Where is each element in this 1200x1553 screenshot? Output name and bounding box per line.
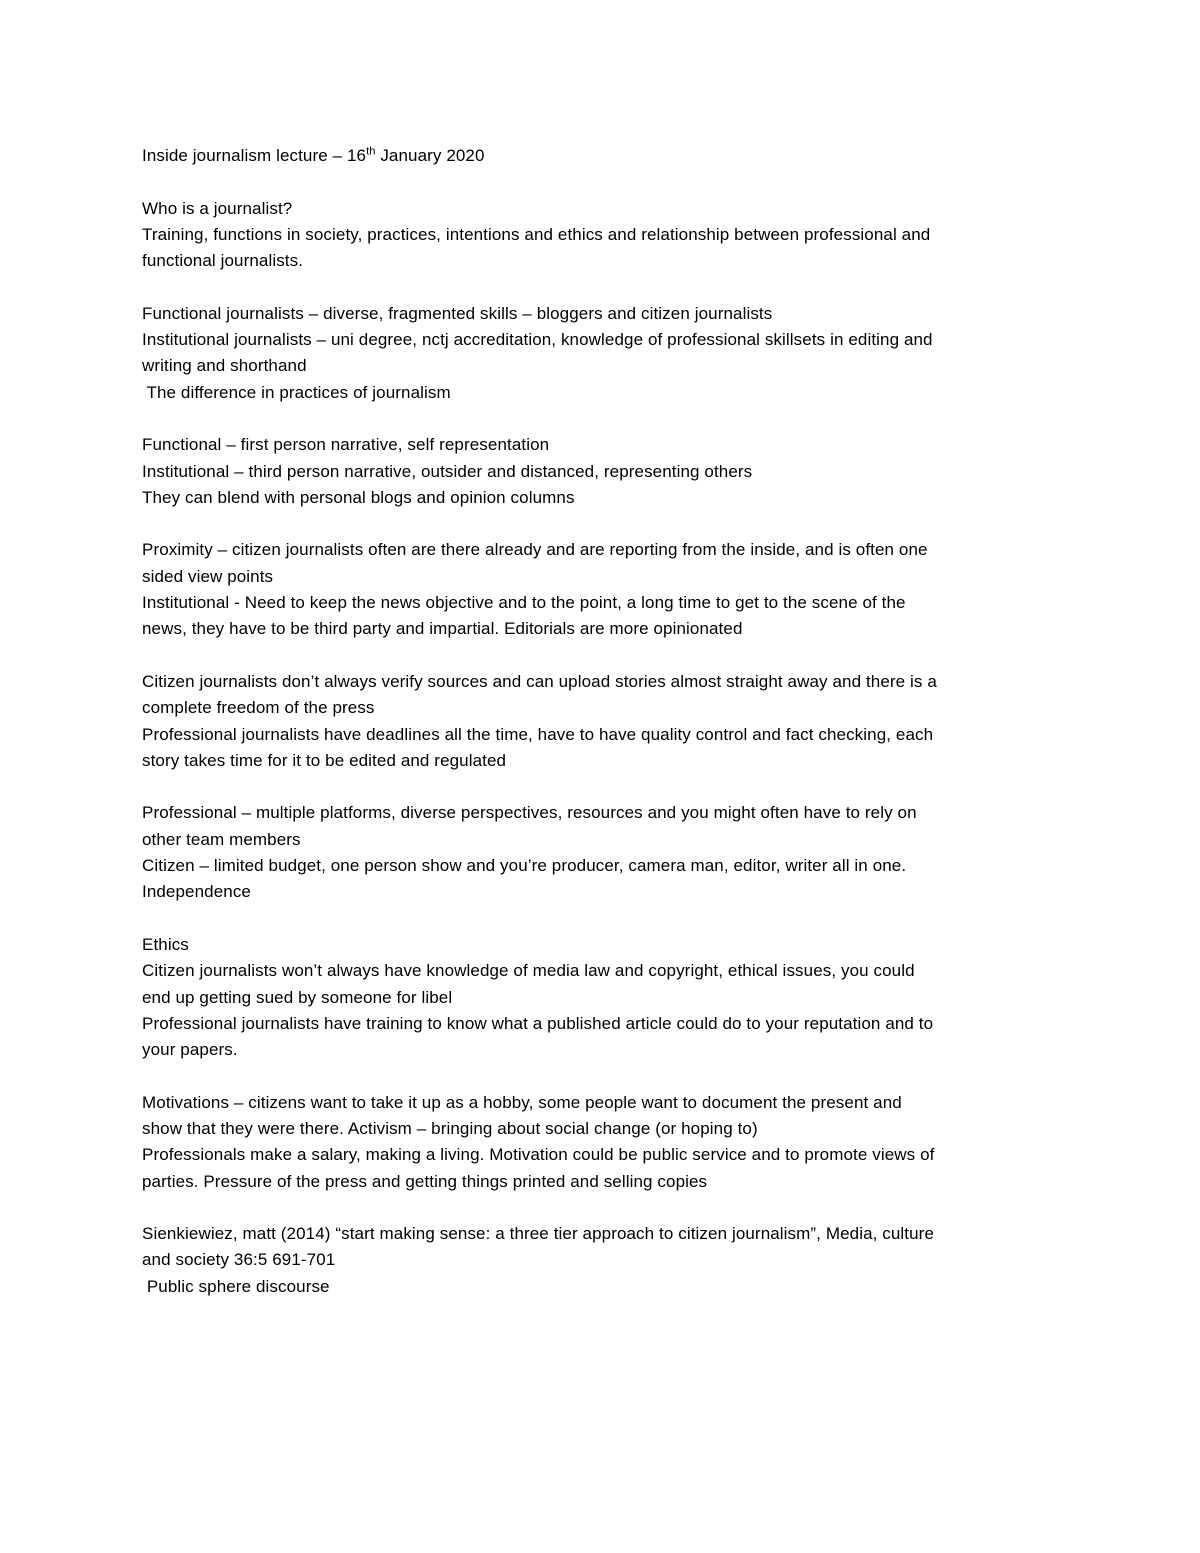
text-line: Who is a journalist? — [142, 198, 293, 218]
block-who-is-journalist — [142, 196, 1067, 275]
title-date-text: January 2020 — [375, 146, 485, 165]
text-line: complete freedom of the press — [142, 698, 375, 718]
block-verification — [142, 669, 1067, 774]
text-line: Citizen journalists won’t always have knowledge of media law and copyright, ethical issues, you could — [142, 961, 915, 981]
block-ethics — [142, 932, 1067, 1063]
text-line: sided view points — [142, 566, 274, 586]
title-superscript: th — [366, 145, 376, 158]
block-narrative — [142, 432, 1067, 511]
text-line: story takes time for it to be edited and regulated — [142, 750, 507, 770]
text-line: Citizen – limited budget, one person show and you’re producer, camera man, editor, writer all in one. — [142, 856, 907, 876]
text-line: Proximity – citizen journalists often are there already and are reporting from the inside, and is often one — [142, 540, 928, 560]
text-line: Sienkiewiez, matt (2014) “start making sense: a three tier approach to citizen journalism”, Media, culture — [142, 1224, 935, 1244]
block-resources — [142, 800, 1067, 905]
text-line: and society 36:5 691-701 — [142, 1250, 336, 1270]
block-reference — [142, 1221, 1067, 1300]
text-line: writing and shorthand — [142, 356, 307, 376]
text-line: Professionals make a salary, making a living. Motivation could be public service and to promote views of — [142, 1145, 935, 1165]
text-line: other team members — [142, 829, 301, 849]
paragraph-gap — [142, 169, 1067, 195]
text-line: Motivations – citizens want to take it up as a hobby, some people want to document the present and — [142, 1092, 902, 1112]
text-line: Functional – first person narrative, self representation — [142, 435, 550, 455]
text-line: Public sphere discourse — [142, 1276, 330, 1296]
paragraph-gap — [142, 406, 1067, 432]
text-line: news, they have to be third party and impartial. Editorials are more opinionated — [142, 619, 743, 639]
text-line: Professional journalists have deadlines all the time, have to have quality control and fact checking, each — [142, 724, 934, 744]
text-line: end up getting sued by someone for libel — [142, 987, 453, 1007]
paragraph-gap — [142, 906, 1067, 932]
title-text: Inside journalism lecture – 16 — [142, 146, 367, 165]
paragraph-gap — [142, 1063, 1067, 1089]
document-page — [142, 143, 1067, 1300]
text-line: Training, functions in society, practices, intentions and ethics and relationship between professional and — [142, 224, 931, 244]
block-functional-institutional — [142, 301, 1067, 406]
text-line: your papers. — [142, 1040, 238, 1060]
text-line: parties. Pressure of the press and getting things printed and selling copies — [142, 1171, 708, 1191]
text-line: The difference in practices of journalism — [142, 382, 451, 402]
text-line: Institutional – third person narrative, outsider and distanced, representing others — [142, 461, 753, 481]
text-line: Professional journalists have training to know what a published article could do to your reputation and to — [142, 1013, 934, 1033]
paragraph-gap — [142, 274, 1067, 300]
block-motivations — [142, 1090, 1067, 1195]
text-line: show that they were there. Activism – bringing about social change (or hoping to) — [142, 1118, 758, 1138]
text-line: Professional – multiple platforms, diverse perspectives, resources and you might often have to rely on — [142, 803, 917, 823]
text-line: Institutional - Need to keep the news objective and to the point, a long time to get to the scene of the — [142, 593, 906, 613]
text-line: They can blend with personal blogs and opinion columns — [142, 487, 575, 507]
paragraph-gap — [142, 1195, 1067, 1221]
paragraph-gap — [142, 774, 1067, 800]
text-line: Citizen journalists don’t always verify sources and can upload stories almost straight away and there is a — [142, 671, 937, 691]
document-title — [142, 143, 1067, 169]
text-line: Institutional journalists – uni degree, nctj accreditation, knowledge of professional skillsets in editing and — [142, 330, 933, 350]
paragraph-gap — [142, 511, 1067, 537]
paragraph-gap — [142, 643, 1067, 669]
text-line: Functional journalists – diverse, fragmented skills – bloggers and citizen journalists — [142, 303, 773, 323]
text-line: Ethics — [142, 934, 189, 954]
text-line: functional journalists. — [142, 251, 304, 271]
text-line: Independence — [142, 882, 251, 902]
block-proximity — [142, 537, 1067, 642]
